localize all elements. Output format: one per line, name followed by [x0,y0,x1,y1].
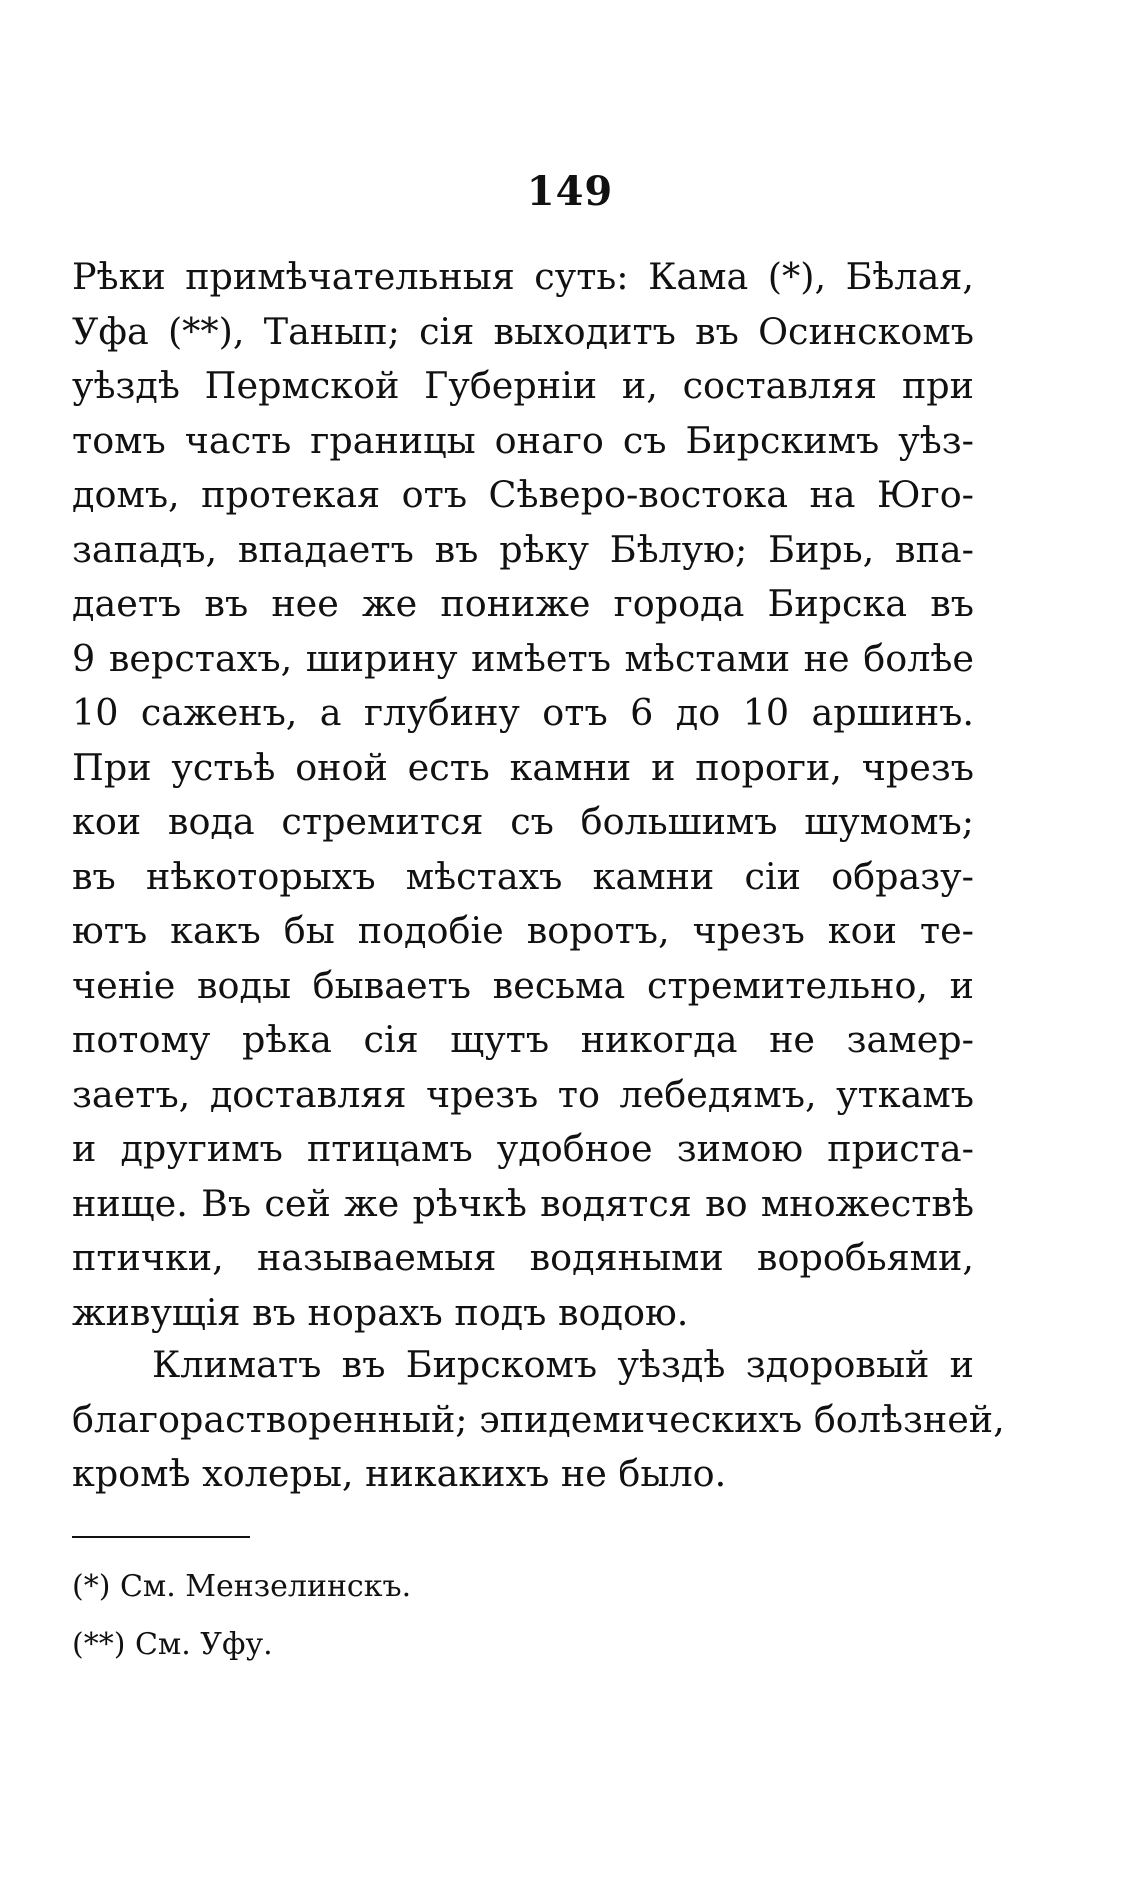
text-line: кромѣ холеры, никакихъ не было. [72,1452,727,1495]
footnote-1: (*) См. Мензелинскъ. [72,1569,412,1604]
text-line: и другимъ птицамъ удобное зимою приста- [72,1127,974,1170]
climate-paragraph [72,1338,1005,1502]
text-line: домъ, протекая отъ Сѣверо-востока на Юго- [72,473,974,516]
text-line: ченіе воды бываетъ весьма стремительно, и [72,963,974,1007]
text-line: томъ часть границы онаго съ Бирскимъ уѣз- [72,418,974,462]
text-line: Климатъ въ Бирскомъ уѣздѣ здоровый и [152,1343,974,1386]
text-line: благорастворенный; эпидемическихъ болѣзней, [72,1397,1005,1441]
footnote-2: (**) См. Уфу. [72,1627,273,1662]
text-line: Рѣки примѣчательныя суть: Кама (*), Бѣлая, [72,255,974,298]
text-line: птички, называемыя водяными воробьями, [72,1236,974,1279]
text-line: даетъ въ нее же пониже города Бирска въ [72,582,974,625]
text-line: заетъ, доставляя чрезъ то лебедямъ, уткамъ [72,1072,974,1116]
text-line: уѣздѣ Пермской Губерніи и, составляя при [72,364,974,407]
text-line: Уфа (**), Танып; сія выходитъ въ Осинскомъ [72,309,974,353]
text-line: 9 верстахъ, ширину имѣетъ мѣстами не болѣе [72,636,974,680]
text-line: 10 саженъ, а глубину отъ 6 до 10 аршинъ. [72,691,974,734]
footnote-divider [72,1536,250,1538]
text-line: При устьѣ оной есть камни и пороги, чрезъ [72,745,974,789]
page-number: 149 [526,168,614,215]
text-line: ютъ какъ бы подобіе воротъ, чрезъ кои те- [72,909,974,952]
text-line: нище. Въ сей же рѣчкѣ водятся во множествѣ [72,1181,974,1225]
text-line: потому рѣка сія щутъ никогда не замер- [72,1018,974,1061]
text-line: кои вода стремится съ большимъ шумомъ; [72,800,974,843]
text-line: въ нѣкоторыхъ мѣстахъ камни сіи образу- [72,854,974,898]
rivers-paragraph [72,250,974,1340]
text-line: живущія въ норахъ подъ водою. [72,1290,689,1334]
footnotes [72,1558,772,1674]
text-line: западъ, впадаетъ въ рѣку Бѣлую; Бирь, впа- [72,527,974,571]
